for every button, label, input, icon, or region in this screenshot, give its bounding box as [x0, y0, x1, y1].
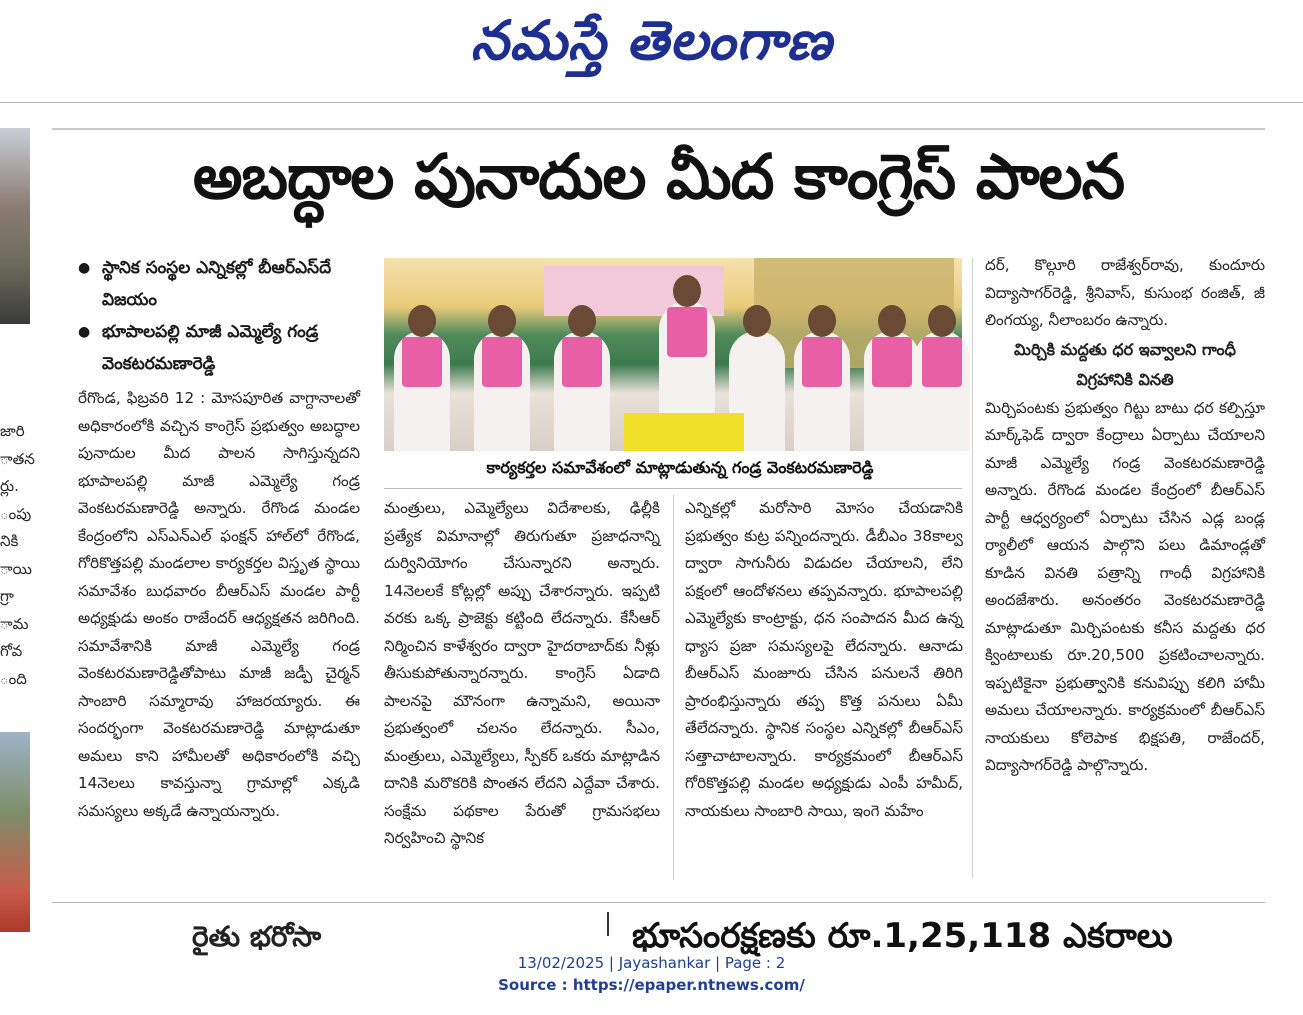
footer-date-edition: 13/02/2025 | Jayashankar | Page : 2 — [517, 954, 786, 972]
neighbor-line: ామ — [0, 614, 29, 633]
next-article-separator — [607, 912, 609, 936]
caption-divider — [384, 488, 962, 489]
neighbor-line: నికి — [0, 532, 19, 550]
photo-table — [624, 413, 744, 451]
next-article-right-headline: భూసంరక్షణకు రూ.1,25,118 ఎకరాలు — [632, 916, 1173, 956]
neighbor-line: ాయి — [0, 559, 32, 578]
photo-person — [554, 331, 610, 451]
bullet-item: ● స్థానిక సంస్థల ఎన్నికల్లో బీఆర్ఎస్‌దే విజయం — [78, 252, 358, 316]
next-article-clip — [52, 912, 1265, 956]
photo-person — [864, 331, 920, 451]
neighbor-text — [0, 418, 33, 693]
photo-caption: కార్యకర్తల సమావేశంలో మాట్లాడుతున్న గండ్ర వెంకటరమణారెడ్డి — [486, 458, 874, 477]
photo-person — [914, 331, 970, 451]
neighbor-line: ర్లు. — [0, 477, 19, 495]
page-footer — [0, 952, 1303, 996]
sub-headline: మిర్చికి మద్దతు ధర ఇవ్వాలని గాంధీ విగ్రహానికి వినతి — [1014, 339, 1236, 389]
neighbor-line: ంపు — [0, 504, 32, 523]
article-column-2: మంత్రులు, ఎమ్మెల్యేలు విదేశాలకు, ఢిల్లీకి ప్రత్యేక విమానాల్లో తిరుగుతూ ప్రజాధనాన్ని దుర్వినియోగం చేసున్నారని అన్నారు. 14నెలలకే కోట్లల్లో అప్పు చేశారన్నారు. ఇప్పటి వరకు ఒక్క ప్రాజెక్టు కట్టింది లేదన్నారు. కేసీఆర్ నిర్మించిన కాళేశ్వరం ద్వారా హైదరాబాద్‌కు నీళ్లు తీసుకుపోతున్నారన్నారు. కాంగ్రెస్ ఏడాది పాలనపై మౌనంగా ఉన్నామని, అయినా ప్రభుత్వంలో చలనం లేదన్నారు. సీఎం, మంత్రులు, ఎమ్మెల్యేలు, స్పీకర్ ఒకరు మాట్లాడిన దానికి మరొకరికి పొంతన లేదని ఎద్దేవా చేశారు. సంక్షేమ పథకాల పేరుతో గ్రామసభలు నిర్వహించి స్థానిక — [384, 499, 660, 847]
bullet-item: ● భూపాలపల్లి మాజీ ఎమ్మెల్యే గండ్ర వెంకటరమణారెడ్డి — [78, 316, 358, 380]
column-4-body: మిర్చిపంటకు ప్రభుత్వం గిట్టు బాటు ధర కల్పిస్తూ మార్క్‌ఫెడ్ ద్వారా కేంద్రాలు ఏర్పాటు చేయాలని మాజీ ఎమ్మెల్యే గండ్ర వెంకటరమణారెడ్డి అన్నారు. రేగొండ మండల కేంద్రంలో బీఆర్ఎస్ పార్టీ ఆధ్వర్యంలో ఏర్పాటు చేసిన ఎడ్ల బండ్ల ర్యాలీలో ఆయన పాల్గొని పలు డిమాండ్లతో కూడిన వినతి పత్రాన్ని గాంధీ విగ్రహానికి అందజేశారు. అనంతరం వెంకటరమణారెడ్డి మాట్లాడుతూ మిర్చిపంటకు కనీస మద్దతు ధర క్వింటాలుకు రూ.20,500 ప్రకటించాలన్నారు. ఇప్పటికైనా ప్రభుత్వానికి కనువిప్పు కలిగి హామీ అమలు చేయాలన్నారు. కార్యక్రమంలో బీఆర్ఎస్ నాయకులు కోలెపాక భిక్షపతి, రాజేందర్, విద్యాసాగర్‌రెడ్డి పాల్గొన్నారు. — [985, 398, 1265, 774]
article-column-3: ఎన్నికల్లో మరోసారి మోసం చేయడానికి ప్రభుత్వం కుట్ర పన్నిందన్నారు. డీబీఎం 38కాల్వ ద్వారా సాగునీరు విడుదల చేయాలని, లేని పక్షంలో ఆందోళనలు తప్పవన్నారు. భూపాలపల్లి ఎమ్మెల్యేకు కాంట్రాక్టు, ధన సంపాదన మీద ఉన్న ధ్యాస ప్రజా సమస్యలపై లేదన్నారు. ఆనాడు బీఆర్ఎస్ మంజూరు చేసిన పనులనే తిరిగి ప్రారంభిస్తున్నారు తప్ప కొత్త పనులు ఏమీ తేలేదన్నారు. స్థానిక సంస్థల ఎన్నికల్లో బీఆర్ఎస్ సత్తాచాటాలన్నారు. కార్యక్రమంలో బీఆర్ఎస్ గోరికొత్తపల్లి మండల అధ్యక్షుడు ఎంపీ హమీద్, నాయకులు సాంబారి సాయి, ఇంగె మహేం — [685, 499, 963, 820]
neighbor-line: ంది — [0, 669, 27, 688]
masthead — [0, 0, 1303, 100]
neighbor-photo-bottom — [0, 732, 30, 932]
masthead-divider — [0, 102, 1303, 103]
article-column-1: రేగొండ, ఫిబ్రవరి 12 : మోసపూరిత వాగ్దానాలతో అధికారంలోకి వచ్చిన కాంగ్రెస్ ప్రభుత్వం అబద్ధాల పునాదుల మీద పాలన సాగిస్తున్నదని భూపాలపల్లి మాజీ ఎమ్మెల్యే గండ్ర వెంకటరమణారెడ్డి అన్నారు. రేగొండ మండల కేంద్రంలోని ఎస్ఎన్ఎల్ ఫంక్షన్ హాల్‌లో రేగొండ, గోరికొత్తపల్లి మండలాల కార్యకర్తల విస్తృత స్థాయి సమావేశం బుధవారం బీఆర్ఎస్ మండల పార్టీ అధ్యక్షుడు అంకం రాజేందర్ ఆధ్యక్షతన జరిగింది. సమావేశానికి మాజీ ఎమ్మెల్యే గండ్ర వెంకటరమణారెడ్డితోపాటు మాజీ జడ్పీ చైర్మన్ సాంబారి సమ్మారావు హాజరయ్యారు. ఈ సందర్భంగా వెంకటరమణారెడ్డి మాట్లాడుతూ అమలు కాని హామీలతో అధికారంలోకి వచ్చి 14నెలలు కావస్తున్నా గ్రామాల్లో ఎక్కడి సమస్యలు అక్కడే ఉన్నాయన్నారు. — [78, 389, 360, 820]
neighbor-line: గ్రా — [0, 587, 14, 605]
article-photo — [384, 258, 962, 451]
next-article-left-headline: రైతు భరోసా — [192, 920, 322, 953]
neighbor-line: గోవ — [0, 642, 23, 660]
photo-person — [394, 331, 450, 451]
bottom-divider — [52, 902, 1265, 903]
photo-person — [794, 331, 850, 451]
column-divider — [673, 495, 674, 880]
highlight-bullets — [78, 252, 358, 380]
column-4-intro: దర్, కొల్గూరి రాజేశ్వర్‌రావు, కుందూరు విద్యాసాగర్‌రెడ్డి, శ్రీనివాస్, కుసుంభ రంజిత్, జీ లింగయ్య, నీలాంబరం ఉన్నారు. — [985, 256, 1265, 329]
left-neighbor-strip — [0, 128, 33, 936]
photo-person — [474, 331, 530, 451]
neighbor-line: ాతన — [0, 449, 35, 468]
article-column-4 — [985, 252, 1265, 780]
footer-source: Source : https://epaper.ntnews.com/ — [498, 976, 805, 994]
neighbor-line: జారి — [0, 422, 25, 440]
column-divider — [972, 258, 973, 878]
neighbor-photo-top — [0, 128, 30, 324]
article-headline: అబద్ధాల పునాదుల మీద కాంగ్రెస్ పాలన — [192, 140, 1125, 213]
newspaper-logo: నమస్తే తెలంగాణ — [470, 8, 833, 72]
